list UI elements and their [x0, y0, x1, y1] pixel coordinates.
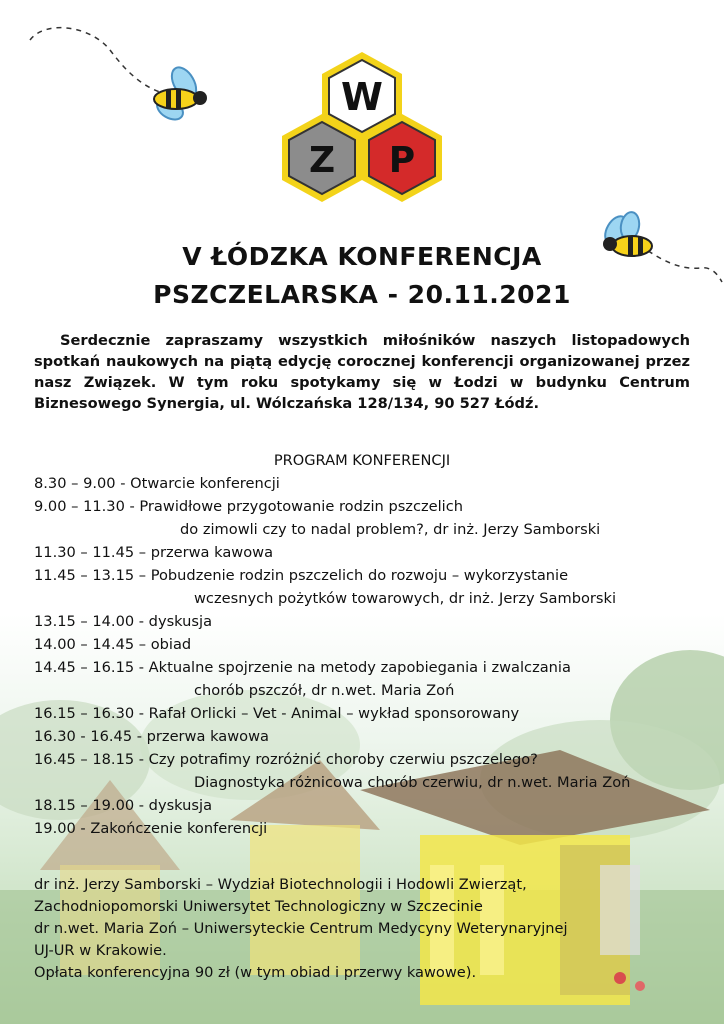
schedule-item-continuation: wczesnych pożytków towarowych, dr inż. Jerzy Samborski	[194, 590, 616, 607]
schedule-item: 18.15 – 19.00 - dyskusja	[34, 797, 213, 814]
logo-letter-z: Z	[308, 140, 336, 181]
schedule-item: 16.45 – 18.15 - Czy potrafimy rozróżnić choroby czerwiu pszczelego?	[34, 751, 538, 768]
footer-line: Zachodniopomorski Uniwersytet Technologiczny w Szczecinie	[34, 898, 483, 915]
program-heading: PROGRAM KONFERENCJI	[273, 452, 451, 469]
speakers-and-fee	[34, 874, 714, 984]
footer-line: Opłata konferencyjna 90 zł (w tym obiad i przerwy kawowe).	[34, 964, 477, 981]
logo-letter-w: W	[341, 75, 383, 119]
schedule-item: 14.00 – 14.45 – obiad	[34, 636, 192, 653]
schedule-item: 9.00 – 11.30 - Prawidłowe przygotowanie rodzin pszczelich	[34, 498, 464, 515]
program-schedule	[34, 472, 714, 840]
schedule-item: 8.30 – 9.00 - Otwarcie konferencji	[34, 475, 280, 492]
page-title-line2: PSZCZELARSKA - 20.11.2021	[153, 280, 571, 309]
schedule-item: 19.00 - Zakończenie konferencji	[34, 820, 268, 837]
schedule-item-continuation: chorób pszczół, dr n.wet. Maria Zoń	[194, 682, 455, 699]
page-title-line1: V ŁÓDZKA KONFERENCJA	[182, 242, 542, 271]
schedule-item: 14.45 – 16.15 - Aktualne spojrzenie na metody zapobiegania i zwalczania	[34, 659, 571, 676]
logo-letter-p: P	[388, 140, 416, 181]
bee-icon	[140, 65, 215, 125]
footer-line: dr inż. Jerzy Samborski – Wydział Biotechnologii i Hodowli Zwierząt,	[34, 876, 527, 893]
schedule-item: 13.15 – 14.00 - dyskusja	[34, 613, 213, 630]
footer-line: UJ-UR w Krakowie.	[34, 942, 167, 959]
schedule-item: 11.30 – 11.45 – przerwa kawowa	[34, 544, 274, 561]
schedule-item: 11.45 – 13.15 – Pobudzenie rodzin pszczelich do rozwoju – wykorzystanie	[34, 567, 569, 584]
schedule-item: 16.30 - 16.45 - przerwa kawowa	[34, 728, 269, 745]
footer-line: dr n.wet. Maria Zoń – Uniwersyteckie Centrum Medycyny Weterynaryjnej	[34, 920, 568, 937]
schedule-item: 16.15 – 16.30 - Rafał Orlicki – Vet - Animal – wykład sponsorowany	[34, 705, 520, 722]
intro-paragraph: Serdecznie zapraszamy wszystkich miłośników naszych listopadowych spotkań naukowych na piątą edycję corocznej konferencji organizowanej przez nasz Związek. W tym roku spotykamy się w Łodzi w budynku Centrum Biznesowego Synergia, ul. Wólczańska 128/134, 90 527 Łódź.	[34, 332, 690, 412]
wzp-logo	[278, 48, 446, 204]
schedule-item-continuation: Diagnostyka różnicowa chorób czerwiu, dr n.wet. Maria Zoń	[194, 774, 631, 791]
schedule-item-continuation: do zimowli czy to nadal problem?, dr inż. Jerzy Samborski	[180, 521, 601, 538]
